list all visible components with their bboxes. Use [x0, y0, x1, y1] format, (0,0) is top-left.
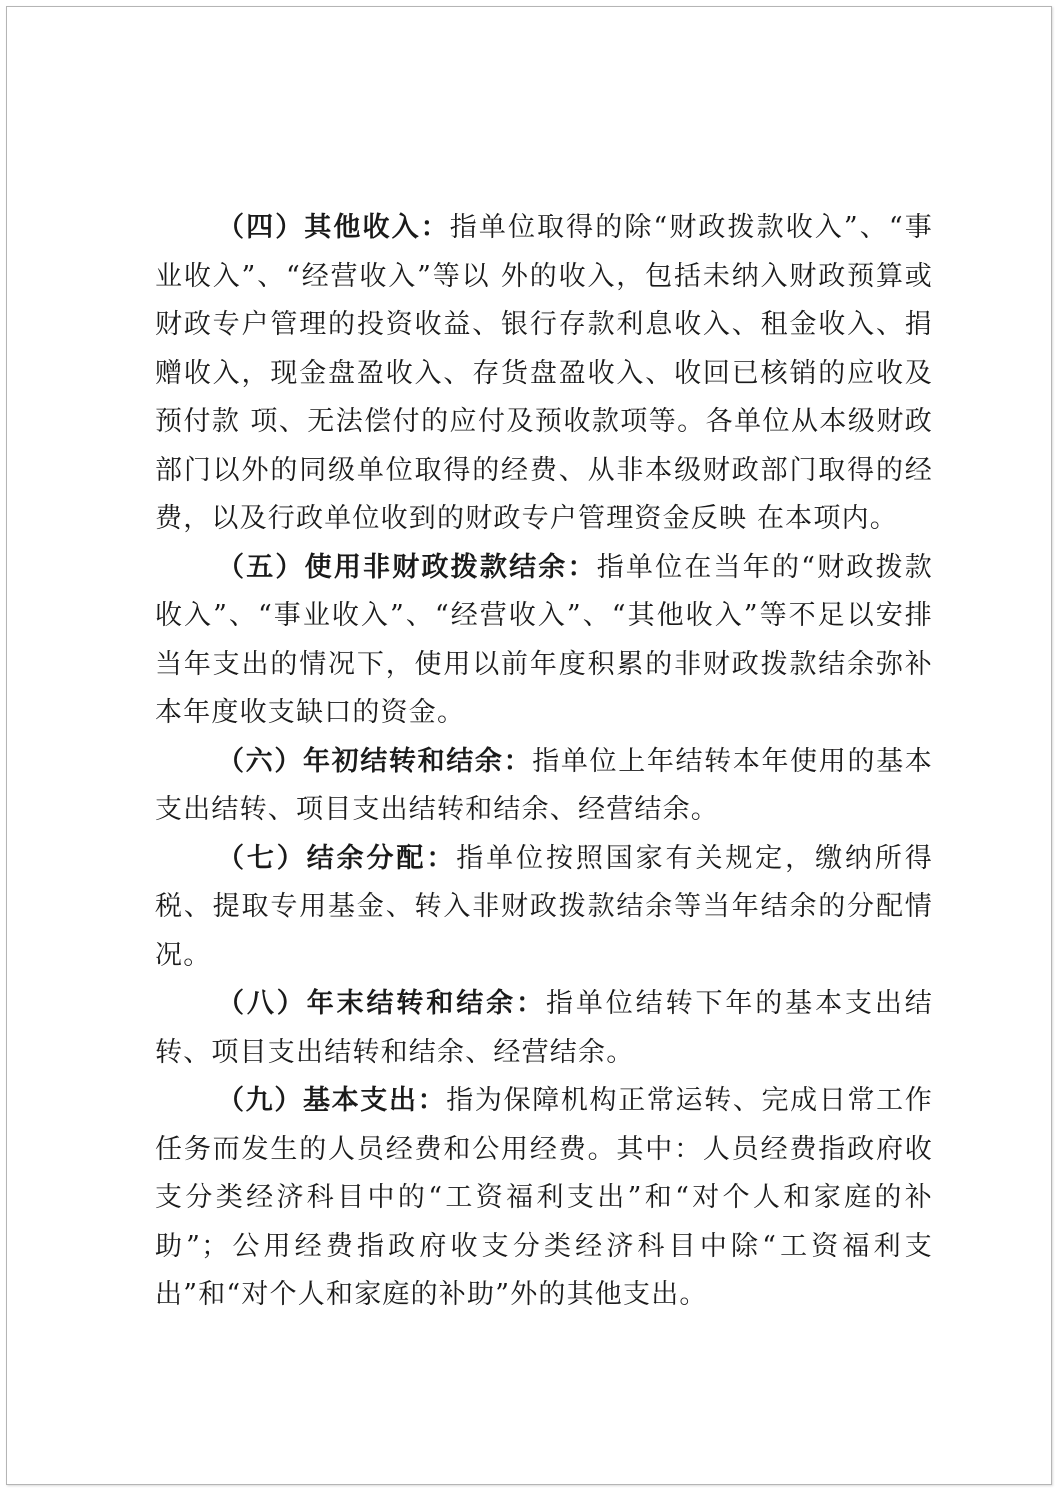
- paragraph-basic-expenditure: [155, 1077, 933, 1320]
- definition-opening-carryover: 指单位上年结转本年使用的基本支出结转、项目支出结转和结余、经营结余。: [155, 745, 933, 825]
- paragraph-closing-carryover: [155, 980, 933, 1077]
- term-non-fiscal-balance: （五）使用非财政拨款结余：: [217, 551, 597, 583]
- term-opening-carryover: （六）年初结转和结余：: [217, 745, 533, 777]
- paragraph-non-fiscal-balance: [155, 544, 933, 738]
- term-other-income: （四）其他收入：: [217, 212, 450, 243]
- paragraph-surplus-distribution: [155, 835, 933, 981]
- definition-closing-carryover: 指单位结转下年的基本支出结转、项目支出结转和结余、经营结余。: [155, 988, 933, 1068]
- document-body: [155, 204, 933, 1320]
- paragraph-opening-carryover: [155, 738, 933, 835]
- term-closing-carryover: （八）年末结转和结余：: [217, 988, 546, 1019]
- definition-non-fiscal-balance: 指单位在当年的“财政拨款收入”、“事业收入”、“经营收入”、“其他收入”等不足以安排当年支出的情况下，使用以前年度积累的非财政拨款结余弥补本年度收支缺口的资金。: [155, 551, 933, 728]
- document-page: [6, 6, 1052, 1485]
- definition-basic-expenditure: 指为保障机构正常运转、完成日常工作任务而发生的人员经费和公用经费。其中：人员经费指政府收支分类经济科目中的“工资福利支出”和“对个人和家庭的补助”；公用经费指政府收支分类经济科目中除“工资福利支出”和“对个人和家庭的补助”外的其他支出。: [155, 1085, 933, 1310]
- definition-surplus-distribution: 指单位按照国家有关规定，缴纳所得税、提取专用基金、转入非财政拨款结余等当年结余的分配情况。: [155, 842, 933, 971]
- term-basic-expenditure: （九）基本支出：: [217, 1085, 447, 1116]
- definition-other-income: 指单位取得的除“财政拨款收入”、“事业收入”、“经营收入”等以 外的收入，包括未纳入财政预算或财政专户管理的投资收益、银行存款利息收入、租金收入、捐赠收入，现金盘盈收入、存货盘盈收入、收回已核销的应收及预付款 项、无法偿付的应付及预收款项等。各单位从本级财政部门以外的同级单位取得的经费、从非本级财政部门取得的经费，以及行政单位收到的财政专户管理资金反映 在本项内。: [155, 212, 933, 534]
- term-surplus-distribution: （七）结余分配：: [217, 842, 457, 874]
- paragraph-other-income: [155, 204, 933, 544]
